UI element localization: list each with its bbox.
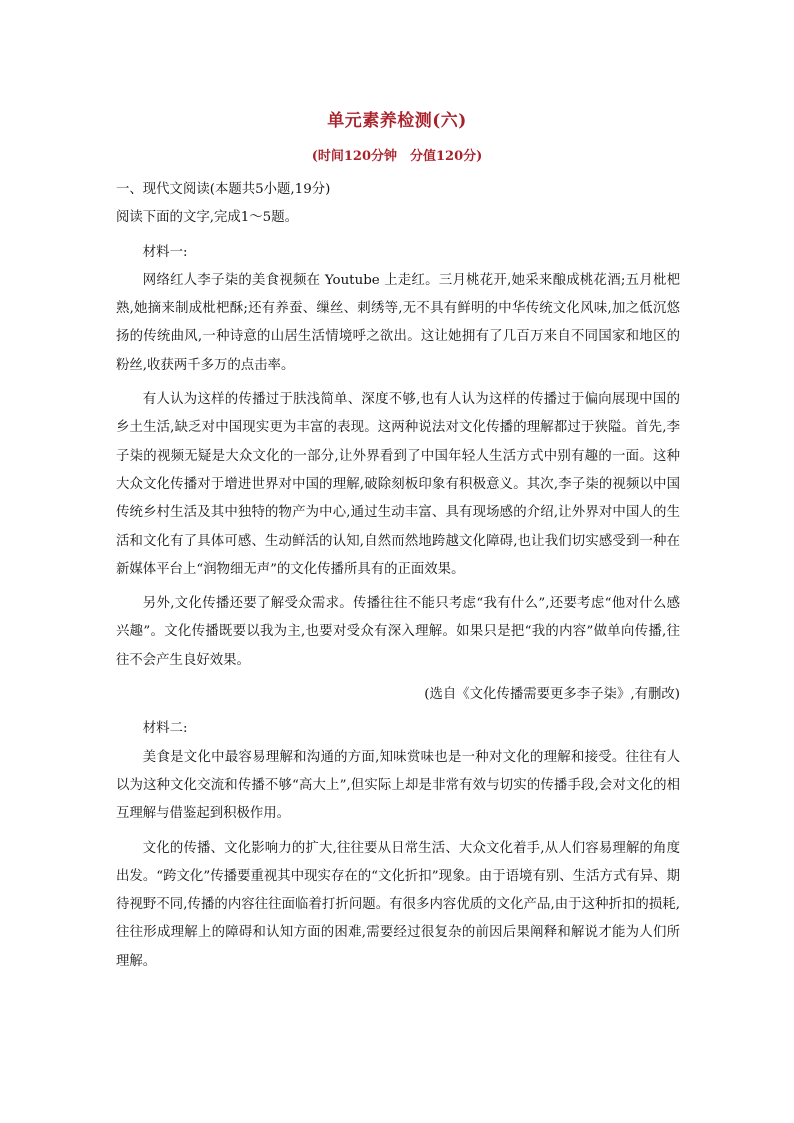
material-one-paragraph-1: 网络红人李子柒的美食视频在 Youtube 上走红。三月桃花开,她采来酿成桃花酒;五月枇杷熟,她摘来制成枇杷酥;还有养蚕、缫丝、刺绣等,无不具有鲜明的中华传统文化风味,加之低沉悠扬的传统曲风,一种诗意的山居生活情境呼之欲出。这让她拥有了几百万来自不同国家和地区的粉丝,收获两千多万的点击率。: [116, 272, 680, 373]
material-two-label: 材料二:: [142, 721, 188, 737]
material-two-paragraph-1: 美食是文化中最容易理解和沟通的方面,知味赏味也是一种对文化的理解和接受。往往有人以为这种文化交流和传播不够“高大上”,但实际上却是非常有效与切实的传播手段,会对文化的相互理解与借鉴起到积极作用。: [116, 749, 680, 822]
material-one-label: 材料一:: [142, 244, 188, 260]
material-two-paragraph-2: 文化的传播、文化影响力的扩大,往往要从日常生活、大众文化着手,从人们容易理解的角度出发。“跨文化”传播要重视其中现实存在的“文化折扣”现象。由于语境有别、生活方式有异、期待视野不同,传播的内容往往面临着打折问题。有很多内容优质的文化产品,由于这种折扣的损耗,往往形成理解上的障碍和认知方面的困难,需要经过很复杂的前因后果阐释和解说才能为人们所理解。: [116, 840, 680, 969]
exam-time-and-score: (时间120分钟 分值120分): [311, 149, 483, 164]
material-one-source: (选自《文化传播需要更多李子柒》,有删改): [424, 687, 680, 703]
material-one-paragraph-3: 另外,文化传播还要了解受众需求。传播往往不能只考虑“我有什么”,还要考虑“他对什么感兴趣”。文化传播既要以我为主,也要对受众有深入理解。如果只是把“我的内容”做单向传播,往往不会产生良好效果。: [116, 596, 680, 668]
reading-instruction: 阅读下面的文字,完成1～5题。: [116, 210, 298, 226]
material-one-paragraph-2: 有人认为这样的传播过于肤浅简单、深度不够,也有人认为这样的传播过于偏向展现中国的乡土生活,缺乏对中国现实更为丰富的表现。这两种说法对文化传播的理解都过于狭隘。首先,李子柒的视频无疑是大众文化的一部分,让外界看到了中国年轻人生活方式中别有趣的一面。这种大众文化传播对于增进世界对中国的理解,破除刻板印象有积极意义。其次,李子柒的视频以中国传统乡村生活及其中独特的物产为中心,通过生动丰富、具有现场感的介绍,让外界对中国人的生活和文化有了具体可感、生动鲜活的认知,自然而然地跨越文化障碍,也让我们切实感受到一种在新媒体平台上“润物细无声”的文化传播所具有的正面效果。: [116, 392, 680, 577]
document-body: [116, 176, 680, 976]
page-title: 单元素养检测(六): [327, 111, 467, 131]
section-heading: 一、现代文阅读(本题共5小题,19分): [116, 182, 331, 197]
